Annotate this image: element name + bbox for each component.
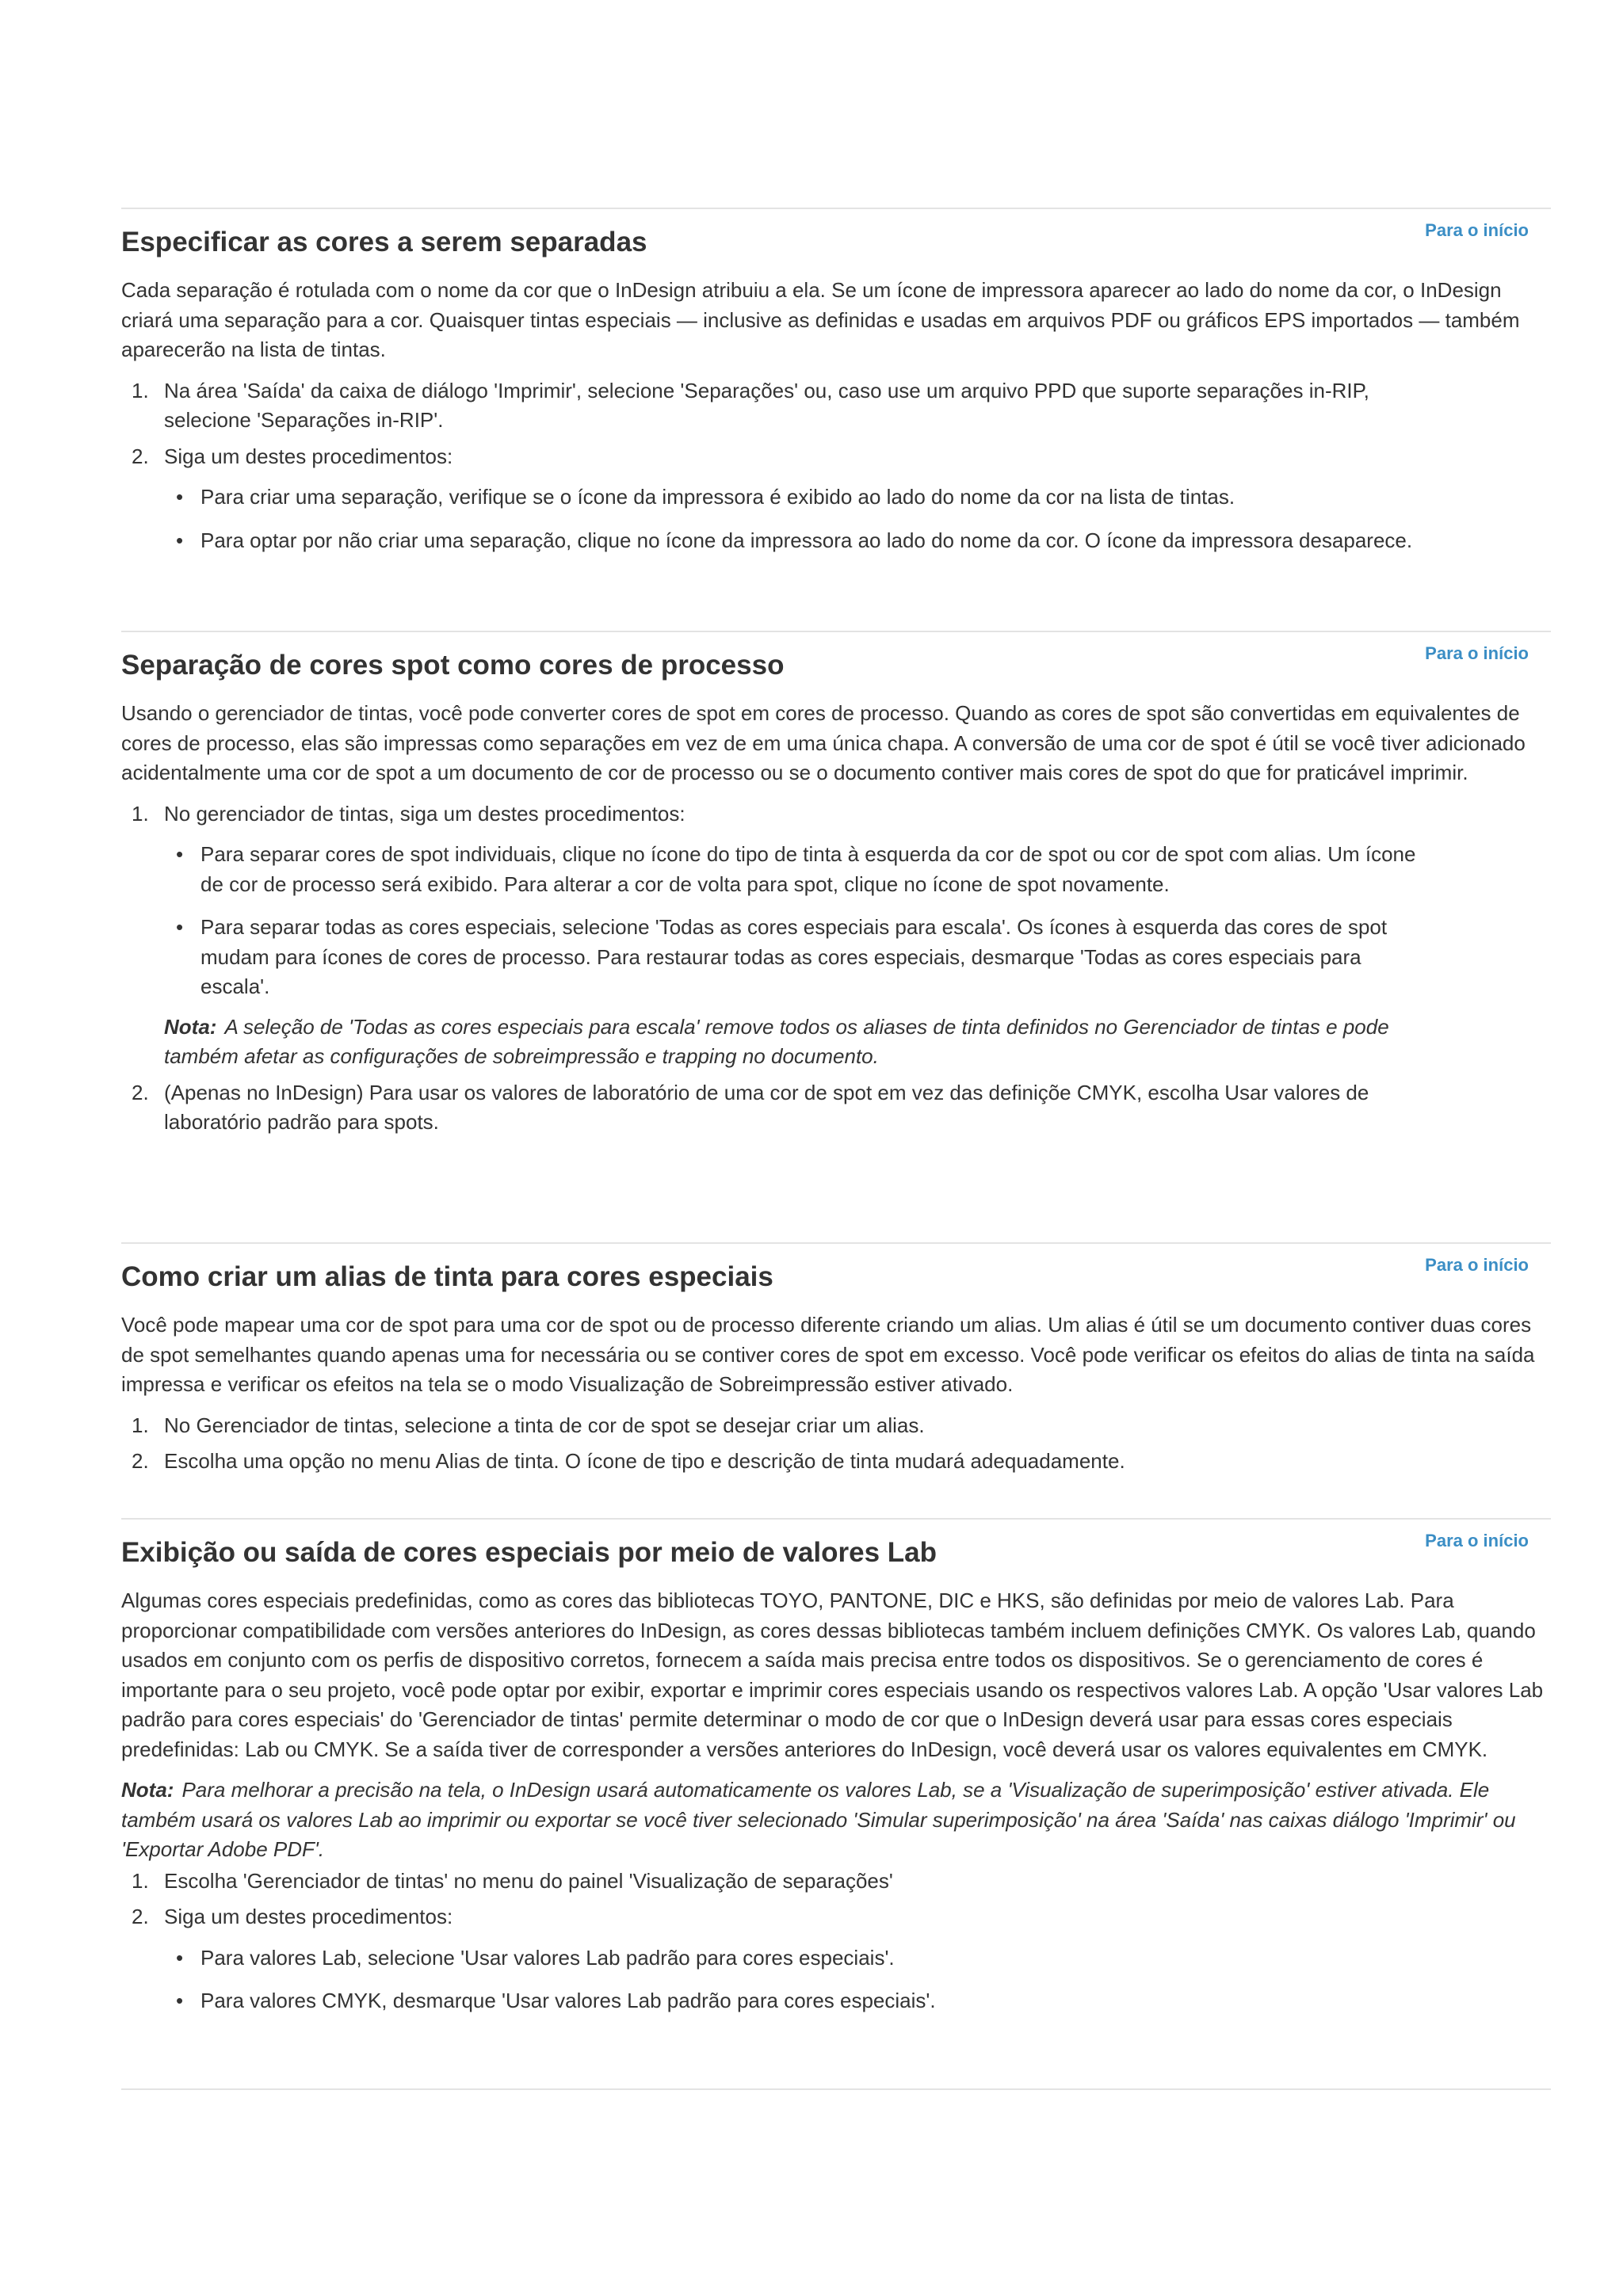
list-item: [164, 913, 1424, 1002]
section-title: Como criar um alias de tinta para cores especiais: [121, 1261, 773, 1292]
back-to-top-link[interactable]: Para o início: [1425, 220, 1529, 240]
back-to-top-link[interactable]: Para o início: [1425, 1255, 1529, 1275]
section-divider: [121, 208, 1551, 209]
step-number: 1.: [132, 1868, 149, 1893]
bullet-text: Para criar uma separação, verifique se o ícone da impressora é exibido ao lado do nome da cor na lista de tintas.: [200, 485, 1235, 509]
section-spot-to-process: [121, 631, 1551, 1134]
bullet-text: Para valores Lab, selecione 'Usar valores Lab padrão para cores especiais'.: [200, 1945, 895, 1970]
bullet-icon: •: [176, 915, 184, 939]
bottom-divider: [121, 2088, 1551, 2090]
step-text: No gerenciador de tintas, siga um destes procedimentos:: [164, 801, 685, 826]
list-item: [121, 1078, 1424, 1138]
step-text: Siga um destes procedimentos:: [164, 444, 453, 468]
step-text: Siga um destes procedimentos:: [164, 1905, 453, 1928]
bullet-text: Para separar cores de spot individuais, clique no ícone do tipo de tinta à esquerda da cor de spot ou cor de spot com alias. Um ícone de cor de processo será exibido. Para alterar a cor de volta para spot, clique no ícone de spot novamente.: [200, 842, 1416, 896]
bullet-icon: •: [176, 1989, 184, 2012]
section-title: Exibição ou saída de cores especiais por meio de valores Lab: [121, 1537, 938, 1568]
section-divider: [121, 2088, 1551, 2090]
bullet-list: [164, 1943, 1551, 2016]
steps-list: [121, 376, 1551, 556]
section-intro: Você pode mapear uma cor de spot para uma cor de spot ou de processo diferente criando um alias. Um alias é útil se um documento contiver duas cores de spot semelhantes quando apenas uma for necessária ou se contiver cores de spot em excesso. Você pode verificar os efeitos do alias de tinta na saída impressa e verificar os efeitos na tela se o modo Visualização de Sobreimpressão estiver ativado.: [121, 1313, 1535, 1396]
note: [164, 1013, 1432, 1072]
step-text: Escolha 'Gerenciador de tintas' no menu do painel 'Visualização de separações': [164, 1868, 893, 1893]
list-item: [121, 376, 1424, 436]
section-intro: Cada separação é rotulada com o nome da cor que o InDesign atribuiu a ela. Se um ícone de impressora aparecer ao lado do nome da cor, o InDesign criará uma separação para a cor. Quaisquer tintas especiais — inclusive as definidas e usadas em arquivos PDF ou gráficos EPS importados — também aparecerão na lista de tintas.: [121, 278, 1520, 361]
section-specify-colors: [121, 208, 1551, 552]
bullet-icon: •: [176, 1945, 184, 1970]
steps-list: [121, 1411, 1551, 1477]
back-to-top-link[interactable]: Para o início: [1425, 1531, 1529, 1550]
step-text: Escolha uma opção no menu Alias de tinta. O ícone de tipo e descrição de tinta mudará adequadamente.: [164, 1449, 1125, 1473]
step-text: Na área 'Saída' da caixa de diálogo 'Imprimir', selecione 'Separações' ou, caso use um arquivo PPD que suporte separações in-RIP, selecione 'Separações in-RIP'.: [164, 378, 1369, 432]
list-item: [164, 1986, 1500, 2016]
bullet-icon: •: [176, 485, 184, 509]
list-item: [121, 1447, 1551, 1477]
step-number: 2.: [132, 444, 149, 468]
list-item: [121, 442, 1551, 556]
bullet-icon: •: [176, 842, 184, 866]
list-item: [164, 840, 1424, 899]
step-number: 1.: [132, 378, 149, 402]
section-intro: Algumas cores especiais predefinidas, como as cores das bibliotecas TOYO, PANTONE, DIC e HKS, são definidas por meio de valores Lab. Para proporcionar compatibilidade com versões anteriores do InDesign, as cores dessas bibliotecas também incluem definições CMYK. Os valores Lab, quando usados em conjunto com os perfis de dispositivo corretos, fornecem a saída mais precisa entre todos os dispositivos. Se o gerenciamento de cores é importante para o seu projeto, você pode optar por exibir, exportar e imprimir cores especiais usando os respectivos valores Lab. A opção 'Usar valores Lab padrão para cores especiais' do 'Gerenciador de tintas' permite determinar o modo de cor que o InDesign deverá usar para essas cores especiais predefinidas: Lab ou CMYK. Se a saída tiver de corresponder a versões anteriores do InDesign, você deverá usar os valores equivalentes em CMYK.: [121, 1589, 1544, 1761]
section-divider: [121, 1518, 1551, 1520]
note-label: Nota:: [164, 1014, 217, 1039]
list-item: [164, 1943, 1500, 1974]
bullet-text: Para separar todas as cores especiais, selecione 'Todas as cores especiais para escala'. Os ícones à esquerda das cores de spot mudam para ícones de cores de processo. Para restaurar todas as cores especiais, desmarque 'Todas as cores especiais para escala'.: [200, 915, 1388, 998]
list-item: [164, 482, 1500, 513]
section-lab-values: [121, 1518, 1551, 2012]
section-divider: [121, 1242, 1551, 1244]
note: [121, 1775, 1551, 1865]
steps-list: [121, 799, 1551, 1138]
note-text: Para melhorar a precisão na tela, o InDesign usará automaticamente os valores Lab, se a 'Visualização de superimposição' estiver ativada. Ele também usará os valores Lab ao imprimir ou exportar se você tiver selecionado 'Simular superimposição' na área 'Saída' nas caixas diálogo 'Imprimir' ou 'Exportar Adobe PDF'.: [121, 1778, 1516, 1861]
list-item: [121, 1902, 1551, 2016]
back-to-top-link[interactable]: Para o início: [1425, 643, 1529, 663]
step-text: No Gerenciador de tintas, selecione a tinta de cor de spot se desejar criar um alias.: [164, 1413, 925, 1437]
step-number: 2.: [132, 1905, 149, 1928]
section-intro: Usando o gerenciador de tintas, você pode converter cores de spot em cores de processo. Quando as cores de spot são convertidas em equivalentes de cores de processo, elas são impressas como separações em vez de em uma única chapa. A conversão de uma cor de spot é útil se você tiver adicionado acidentalmente uma cor de spot a um documento de cor de processo ou se o documento contiver mais cores de spot do que for praticável imprimir.: [121, 701, 1526, 784]
note-label: Nota:: [121, 1778, 174, 1802]
bullet-icon: •: [176, 528, 184, 552]
step-number: 1.: [132, 801, 149, 826]
list-item: [121, 799, 1551, 1072]
step-text: (Apenas no InDesign) Para usar os valores de laboratório de uma cor de spot em vez das definiçõe CMYK, escolha Usar valores de laboratório padrão para spots.: [164, 1080, 1369, 1134]
step-number: 2.: [132, 1449, 149, 1473]
step-number: 2.: [132, 1080, 149, 1104]
list-item: [121, 1411, 1551, 1441]
note-text: A seleção de 'Todas as cores especiais para escala' remove todos os aliases de tinta definidos no Gerenciador de tintas e pode também afetar as configurações de sobreimpressão e trapping no documento.: [164, 1014, 1389, 1068]
step-number: 1.: [132, 1413, 149, 1437]
section-title: Especificar as cores a serem separadas: [121, 227, 647, 257]
bullet-text: Para optar por não criar uma separação, clique no ícone da impressora ao lado do nome da cor. O ícone da impressora desaparece.: [200, 528, 1413, 552]
bullet-list: [164, 482, 1551, 555]
section-ink-alias: [121, 1242, 1551, 1473]
section-title: Separação de cores spot como cores de processo: [121, 650, 785, 681]
steps-list: [121, 1867, 1551, 2016]
bullet-list: [164, 840, 1424, 1002]
section-divider: [121, 631, 1551, 632]
list-item: [164, 526, 1500, 556]
list-item: [121, 1867, 1551, 1897]
bullet-text: Para valores CMYK, desmarque 'Usar valores Lab padrão para cores especiais'.: [200, 1989, 936, 2012]
